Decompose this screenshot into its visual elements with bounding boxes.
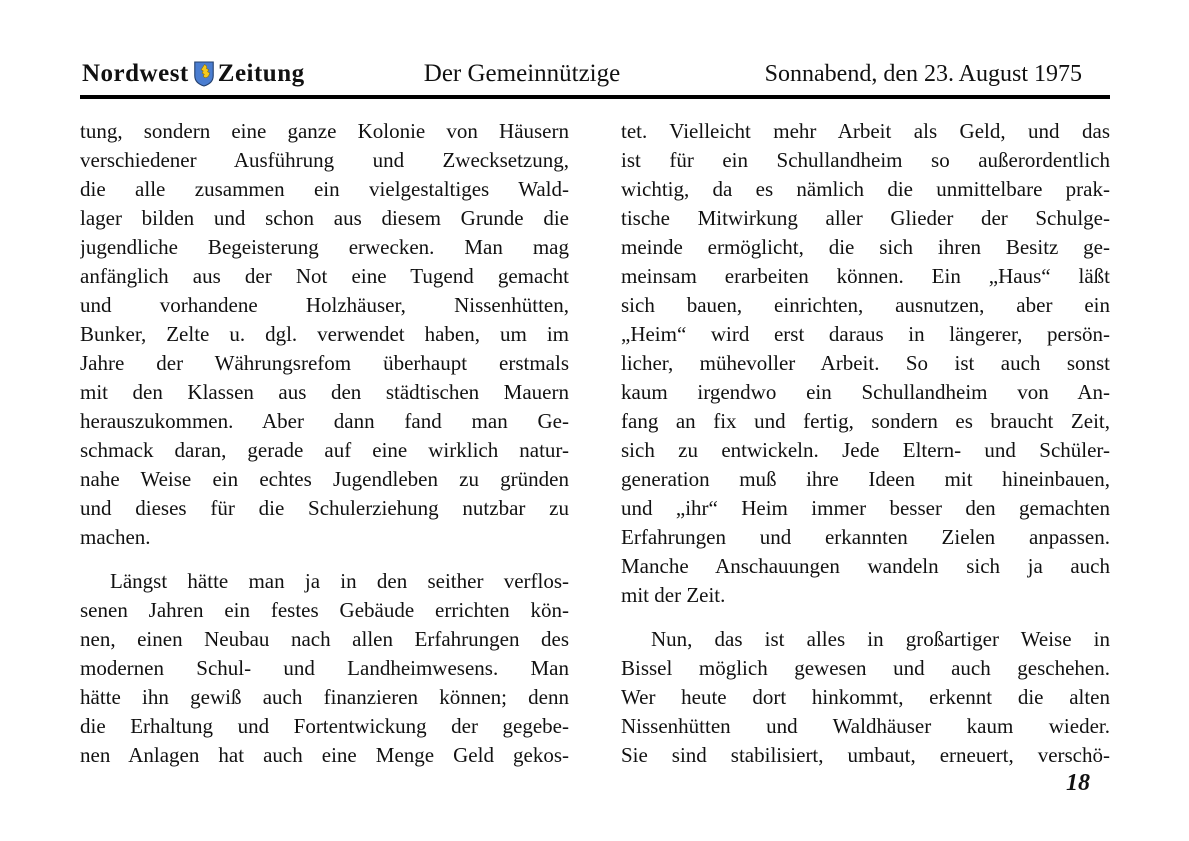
article-body [80,117,1110,770]
text-line: Sie sind stabilisiert, umbaut, erneuert, verschö- [621,743,1110,767]
text-line: Jahre der Währungsrefom überhaupt erstmals [80,351,569,375]
text-line: tung, sondern eine ganze Kolonie von Häusern [80,119,569,143]
text-line: und „ihr“ Heim immer besser den gemachten [621,496,1110,520]
text-line: hätte ihn gewiß auch finanzieren können; denn [80,685,569,709]
left-column [80,117,569,770]
text-line: und dieses für die Schulerziehung nutzbar zu [80,496,569,520]
text-line: die Erhaltung und Fortentwickung der gegebe- [80,714,569,738]
text-line: Nun, das ist alles in großartiger Weise in [651,627,1110,651]
text-line: verschiedener Ausführung und Zwecksetzung, [80,148,569,172]
text-line: Bunker, Zelte u. dgl. verwendet haben, um im [80,322,569,346]
section-title: Der Gemeinnützige [423,60,621,87]
text-line: herauszukommen. Aber dann fand man Ge- [80,409,569,433]
text-line: schmack daran, gerade auf eine wirklich natur- [80,438,569,462]
paragraph [621,117,1110,610]
text-line: sich bauen, einrichten, ausnutzen, aber ein [621,293,1110,317]
text-line: lager bilden und schon aus diesem Grunde die [80,206,569,230]
masthead-title-right: Zeitung [217,60,305,87]
text-line: ist für ein Schullandheim so außerordentlich [621,148,1110,172]
page-content [80,54,1110,770]
text-line: machen. [80,525,151,549]
text-line: sich zu entwickeln. Jede Eltern- und Schüler- [621,438,1110,462]
text-line: Erfahrungen und erkannten Zielen anpassen. [621,525,1110,549]
text-line: meinsam erarbeiten können. Ein „Haus“ läßt [621,264,1110,288]
text-line: „Heim“ wird erst daraus in längerer, persön- [621,322,1110,346]
masthead-title [82,60,305,88]
text-line: mit der Zeit. [621,583,726,607]
text-line: mit den Klassen aus den städtischen Mauern [80,380,569,404]
text-line: wichtig, da es nämlich die unmittelbare prak- [621,177,1110,201]
text-line: tet. Vielleicht mehr Arbeit als Geld, und das [621,119,1110,143]
text-line: Bissel möglich gewesen und auch geschehen. [621,656,1110,680]
page-number: 18 [1066,770,1090,796]
masthead-title-left: Nordwest [82,60,189,87]
text-line: meinde ermöglicht, die sich ihren Besitz ge- [621,235,1110,259]
text-line: nahe Weise ein echtes Jugendleben zu gründen [80,467,569,491]
text-line: modernen Schul- und Landheimwesens. Man [80,656,569,680]
text-line: jugendliche Begeisterung erwecken. Man mag [80,235,569,259]
text-line: generation muß ihre Ideen mit hineinbauen, [621,467,1110,491]
text-line: licher, mühevoller Arbeit. So ist auch sonst [621,351,1110,375]
text-line: anfänglich aus der Not eine Tugend gemacht [80,264,569,288]
oldenburg-crest-icon [194,61,214,87]
text-line: Nissenhütten und Waldhäuser kaum wieder. [621,714,1110,738]
text-line: Längst hätte man ja in den seither verflos- [110,569,569,593]
text-line: nen, einen Neubau nach allen Erfahrungen des [80,627,569,651]
masthead [80,54,1110,88]
text-line: senen Jahren ein festes Gebäude errichten kön- [80,598,569,622]
masthead-rule [80,95,1110,99]
text-line: nen Anlagen hat auch eine Menge Geld gekos- [80,743,569,767]
text-line: Wer heute dort hinkommt, erkennt die alten [621,685,1110,709]
text-line: Manche Anschauungen wandeln sich ja auch [621,554,1110,578]
paragraph [621,625,1110,770]
issue-date: Sonnabend, den 23. August 1975 [764,61,1082,87]
text-line: die alle zusammen ein vielgestaltiges Wald- [80,177,569,201]
paragraph [80,567,569,770]
text-line: kaum irgendwo ein Schullandheim von An- [621,380,1110,404]
text-line: und vorhandene Holzhäuser, Nissenhütten, [80,293,569,317]
right-column [621,117,1110,770]
text-line: fang an fix und fertig, sondern es braucht Zeit, [621,409,1110,433]
paragraph [80,117,569,552]
text-line: tische Mitwirkung aller Glieder der Schulge- [621,206,1110,230]
